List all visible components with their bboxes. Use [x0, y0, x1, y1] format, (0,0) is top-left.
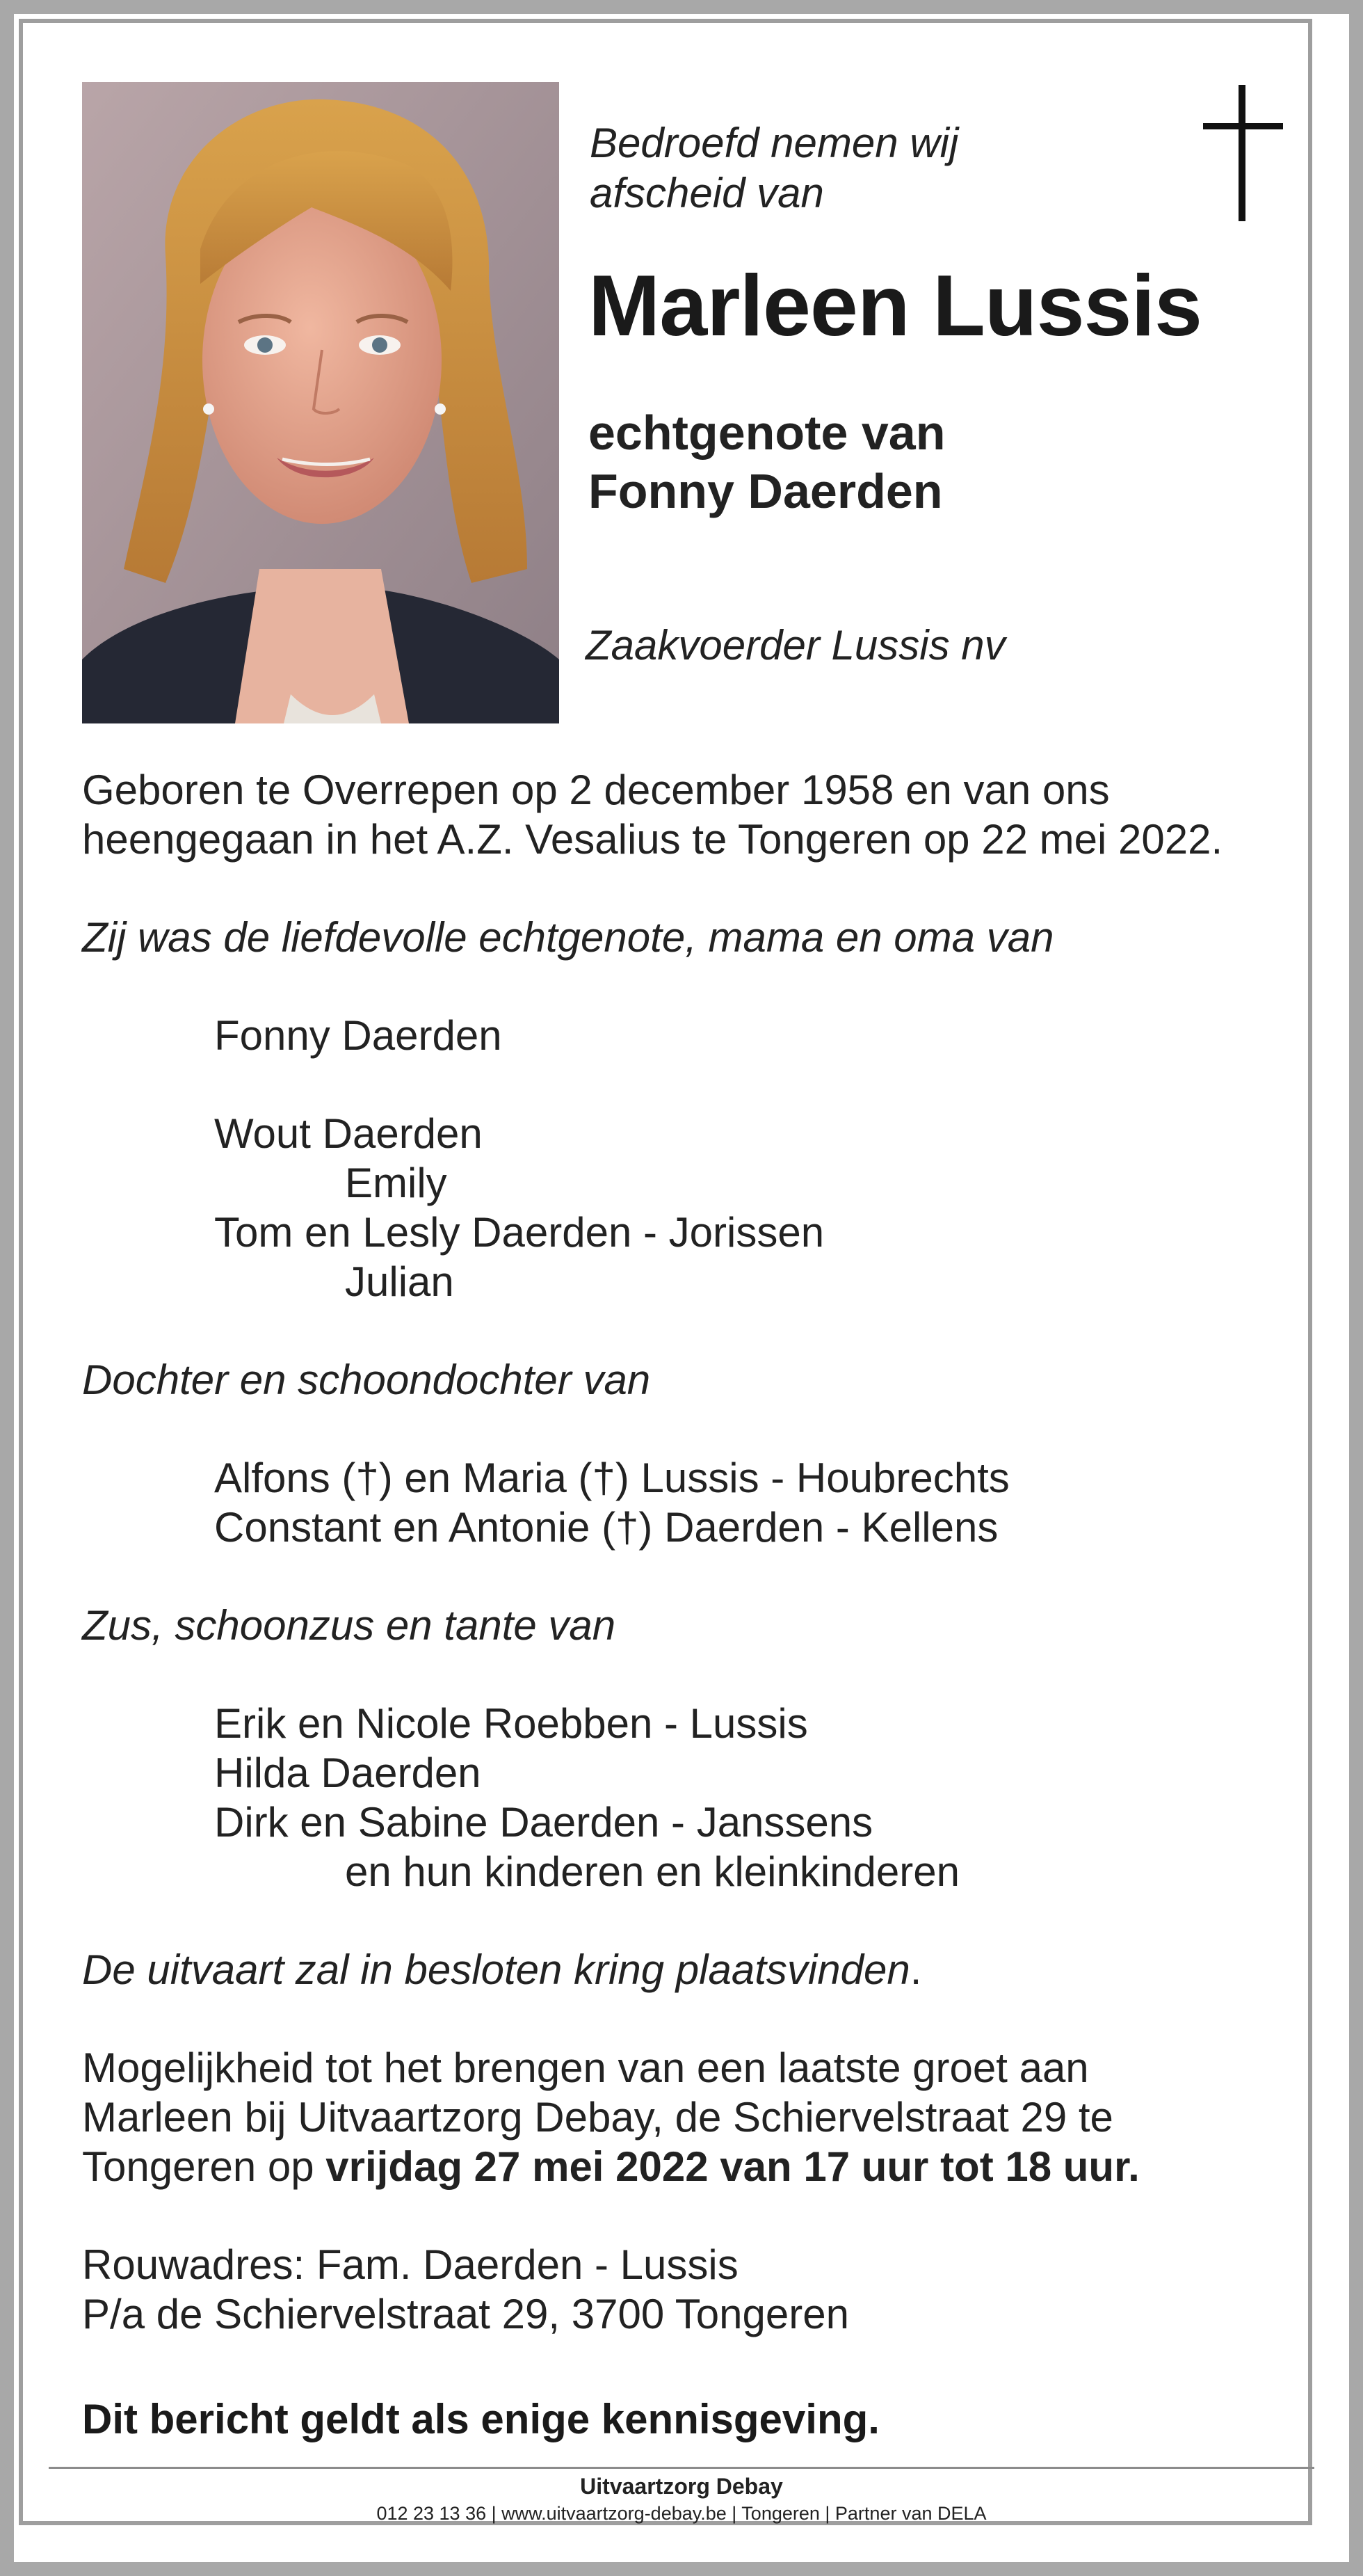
funeral-line: [82, 1945, 1306, 1994]
sibling-line-3: Dirk en Sabine Daerden - Janssens: [214, 1799, 873, 1846]
parents-heading: Dochter en schoondochter van: [82, 1357, 651, 1403]
sibling-line-1: Erik en Nicole Roebben - Lussis: [214, 1700, 808, 1747]
footer-divider: [49, 2467, 1314, 2469]
family-child-2: Tom en Lesly Daerden - Jorissen: [214, 1209, 825, 1256]
visit-line-1: Mogelijkheid tot het brengen van een laatste groet aan: [82, 2045, 1089, 2091]
closing-statement: Dit bericht geldt als enige kennisgeving.: [82, 2396, 880, 2442]
sibling-children: en hun kinderen en kleinkinderen: [345, 1848, 960, 1895]
family-child-1: Wout Daerden: [214, 1110, 483, 1157]
spouse-line-2: Fonny Daerden: [588, 464, 943, 518]
intro-line-1: Bedroefd nemen wij: [590, 120, 959, 166]
occupation-text: Zaakvoerder Lussis nv: [586, 622, 1006, 669]
parents-line-1: Alfons (†) en Maria (†) Lussis - Houbrechts: [214, 1455, 1010, 1501]
spouse-line-1: echtgenote van: [588, 406, 946, 460]
parents-line-2: Constant en Antonie (†) Daerden - Kellens: [214, 1504, 999, 1551]
deceased-name: Marleen Lussis: [588, 258, 1202, 354]
intro-text: [590, 118, 958, 218]
funeral-period: .: [910, 1946, 922, 1993]
visit-line-2: Marleen bij Uitvaartzorg Debay, de Schiervelstraat 29 te: [82, 2094, 1113, 2141]
family-grandchild-1: Emily: [345, 1160, 447, 1206]
birth-line-2: heengegaan in het A.Z. Vesalius te Tongeren op 22 mei 2022.: [82, 816, 1223, 863]
cross-icon: [1203, 85, 1283, 221]
family-grandchild-2: Julian: [345, 1258, 454, 1305]
birth-line-1: Geboren te Overrepen op 2 december 1958 en van ons: [82, 767, 1110, 813]
intro-line-2: afscheid van: [590, 170, 824, 216]
siblings-heading: Zus, schoonzus en tante van: [82, 1602, 616, 1649]
visit-line-3: [82, 2142, 1306, 2191]
visit-datetime: vrijdag 27 mei 2022 van 17 uur tot 18 uur.: [325, 2143, 1140, 2190]
footer-company: Uitvaartzorg Debay: [580, 2474, 783, 2499]
family-spouse: Fonny Daerden: [214, 1012, 502, 1059]
sibling-line-2: Hilda Daerden: [214, 1750, 481, 1796]
funeral-text: De uitvaart zal in besloten kring plaatsvinden: [82, 1946, 910, 1993]
portrait-photo: [82, 82, 559, 723]
visit-line-3-start: Tongeren op: [82, 2143, 326, 2190]
notice-body: [82, 765, 1306, 2339]
family-heading: Zij was de liefdevolle echtgenote, mama en oma van: [82, 914, 1054, 961]
footer-contact-info: 012 23 13 36 | www.uitvaartzorg-debay.be | Tongeren | Partner van DELA: [376, 2503, 987, 2524]
address-line-2: P/a de Schiervelstraat 29, 3700 Tongeren: [82, 2291, 849, 2337]
spouse-block: [588, 403, 945, 520]
address-line-1: Rouwadres: Fam. Daerden - Lussis: [82, 2241, 739, 2288]
